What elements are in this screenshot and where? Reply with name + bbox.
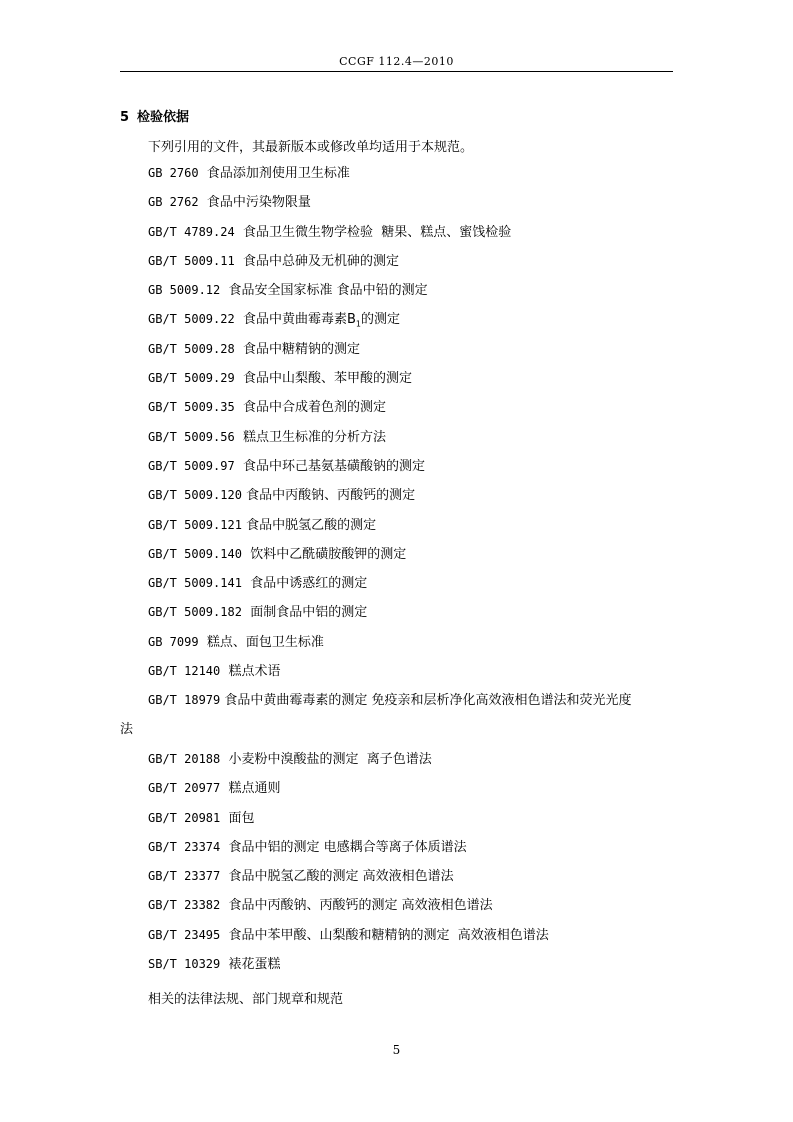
reference-item [148, 487, 678, 516]
reference-code: GB/T 5009.182 [148, 605, 242, 620]
reference-code: GB/T 5009.140 [148, 546, 242, 561]
reference-separator [220, 869, 228, 884]
header-rule [120, 71, 673, 72]
reference-title: 小麦粉中溴酸盐的测定 离子色谱法 [228, 751, 432, 767]
reference-title: 食品安全国家标准 食品中铅的测定 [228, 283, 428, 299]
reference-item [148, 282, 678, 311]
reference-code: GB/T 23377 [148, 869, 221, 884]
page-number: 5 [392, 1043, 401, 1057]
reference-title: 食品中丙酸钠、丙酸钙的测定 高效液相色谱法 [228, 898, 493, 914]
closing-paragraph: 相关的法律法规、部门规章和规范 [148, 992, 344, 1007]
reference-title: 食品中脱氢乙酸的测定 高效液相色谱法 [228, 869, 454, 885]
reference-code: GB 2760 [148, 166, 199, 180]
reference-item [148, 956, 678, 985]
reference-title: 糕点卫生标准的分析方法 [242, 429, 386, 445]
reference-item [148, 634, 678, 663]
reference-item [148, 253, 678, 282]
reference-title: 食品中山梨酸、苯甲酸的测定 [242, 371, 412, 387]
reference-title: 糕点、面包卫生标准 [206, 634, 324, 650]
reference-code: GB 5009.12 [148, 283, 221, 298]
reference-item [148, 868, 678, 897]
reference-title: 食品中黄曲霉毒素的测定 免疫亲和层析净化高效液相色谱法和荧光光度 [224, 693, 632, 709]
reference-code: GB/T 23374 [148, 839, 221, 854]
reference-code: GB/T 5009.28 [148, 341, 235, 356]
section-number: 5 [120, 110, 130, 125]
reference-title: 食品中合成着色剂的测定 [242, 400, 386, 416]
reference-title: 食品中丙酸钠、丙酸钙的测定 [246, 488, 416, 504]
reference-separator [242, 605, 250, 620]
reference-code: GB/T 5009.121 [148, 517, 242, 532]
reference-separator [220, 781, 228, 796]
reference-list [120, 165, 678, 985]
reference-item [148, 604, 678, 633]
reference-item [148, 810, 678, 839]
reference-separator [220, 283, 228, 298]
section-heading [120, 106, 189, 125]
reference-code: GB/T 5009.56 [148, 429, 235, 444]
reference-item [148, 897, 678, 926]
reference-separator [220, 840, 228, 855]
reference-separator [235, 430, 243, 445]
reference-title: 食品中污染物限量 [206, 195, 311, 211]
reference-item [148, 194, 678, 223]
reference-item [148, 458, 678, 487]
reference-separator [199, 166, 207, 181]
reference-item [148, 341, 678, 370]
reference-item [148, 370, 678, 399]
reference-separator [220, 898, 228, 913]
reference-title: 面包 [228, 810, 255, 826]
reference-title-continuation: 法 [120, 722, 134, 738]
reference-title: 食品添加剂使用卫生标准 [206, 166, 350, 181]
reference-code: GB 2762 [148, 195, 199, 210]
reference-subscript: 1 [355, 320, 361, 330]
reference-code: GB/T 23495 [148, 927, 221, 942]
reference-item [148, 429, 678, 458]
reference-code: GB/T 20977 [148, 781, 221, 796]
reference-title: 食品中环己基氨基磺酸钠的测定 [242, 458, 425, 474]
reference-item [148, 399, 678, 428]
reference-code: GB 7099 [148, 634, 199, 649]
reference-separator [235, 459, 243, 474]
reference-title: 食品中苯甲酸、山梨酸和糖精钠的测定 高效液相色谱法 [228, 927, 549, 943]
reference-title: 裱花蛋糕 [228, 957, 281, 973]
reference-code: SB/T 10329 [148, 957, 221, 972]
intro-paragraph: 下列引用的文件，其最新版本或修改单均适用于本规范。 [148, 140, 474, 155]
reference-title: 食品中糖精钠的测定 [242, 341, 360, 357]
reference-title-suffix: 的测定 [360, 312, 400, 328]
reference-code: GB/T 5009.29 [148, 371, 235, 386]
reference-separator [199, 195, 207, 210]
reference-item [148, 751, 678, 780]
reference-separator [220, 928, 228, 943]
reference-separator [220, 957, 228, 972]
reference-title: 食品中黄曲霉毒素B [242, 312, 356, 328]
reference-separator [242, 576, 250, 591]
reference-title: 食品中总砷及无机砷的测定 [242, 253, 399, 269]
reference-title: 饮料中乙酰磺胺酸钾的测定 [250, 546, 407, 562]
reference-code: GB/T 5009.141 [148, 576, 242, 591]
reference-code: GB/T 5009.35 [148, 400, 235, 415]
reference-title: 糕点通则 [228, 781, 281, 797]
section-title: 检验依据 [137, 110, 190, 125]
reference-code: GB/T 5009.22 [148, 312, 235, 327]
reference-separator [235, 312, 243, 327]
document-header-code: CCGF 112.4—2010 [339, 55, 454, 68]
reference-separator [235, 254, 243, 269]
reference-code: GB/T 5009.97 [148, 458, 235, 473]
reference-title: 食品卫生微生物学检验 糖果、糕点、蜜饯检验 [242, 224, 512, 240]
reference-code: GB/T 5009.11 [148, 253, 235, 268]
reference-item [148, 546, 678, 575]
reference-code: GB/T 18979 [148, 693, 221, 708]
reference-item [148, 663, 678, 692]
reference-title: 面制食品中铝的测定 [250, 605, 368, 621]
reference-item [148, 780, 678, 809]
reference-separator [242, 547, 250, 562]
reference-title: 食品中脱氢乙酸的测定 [246, 517, 377, 533]
reference-item [148, 839, 678, 868]
reference-separator [220, 811, 228, 826]
reference-item [148, 517, 678, 546]
reference-separator [220, 752, 228, 767]
reference-separator [235, 400, 243, 415]
reference-separator [199, 635, 207, 650]
reference-code: GB/T 20981 [148, 810, 221, 825]
reference-code: GB/T 4789.24 [148, 224, 235, 239]
reference-item [148, 927, 678, 956]
reference-item [148, 311, 678, 340]
reference-code: GB/T 5009.120 [148, 488, 242, 503]
reference-title: 食品中铝的测定 电感耦合等离子体质谱法 [228, 839, 467, 855]
reference-item [148, 224, 678, 253]
reference-separator [235, 371, 243, 386]
reference-code: GB/T 23382 [148, 898, 221, 913]
reference-title: 食品中诱惑红的测定 [250, 576, 368, 592]
reference-separator [235, 225, 243, 240]
reference-title: 糕点术语 [228, 664, 281, 680]
reference-item [148, 165, 678, 194]
reference-item [120, 692, 678, 751]
reference-separator [220, 664, 228, 679]
reference-separator [235, 342, 243, 357]
reference-code: GB/T 20188 [148, 751, 221, 766]
reference-code: GB/T 12140 [148, 664, 221, 679]
reference-item [148, 575, 678, 604]
